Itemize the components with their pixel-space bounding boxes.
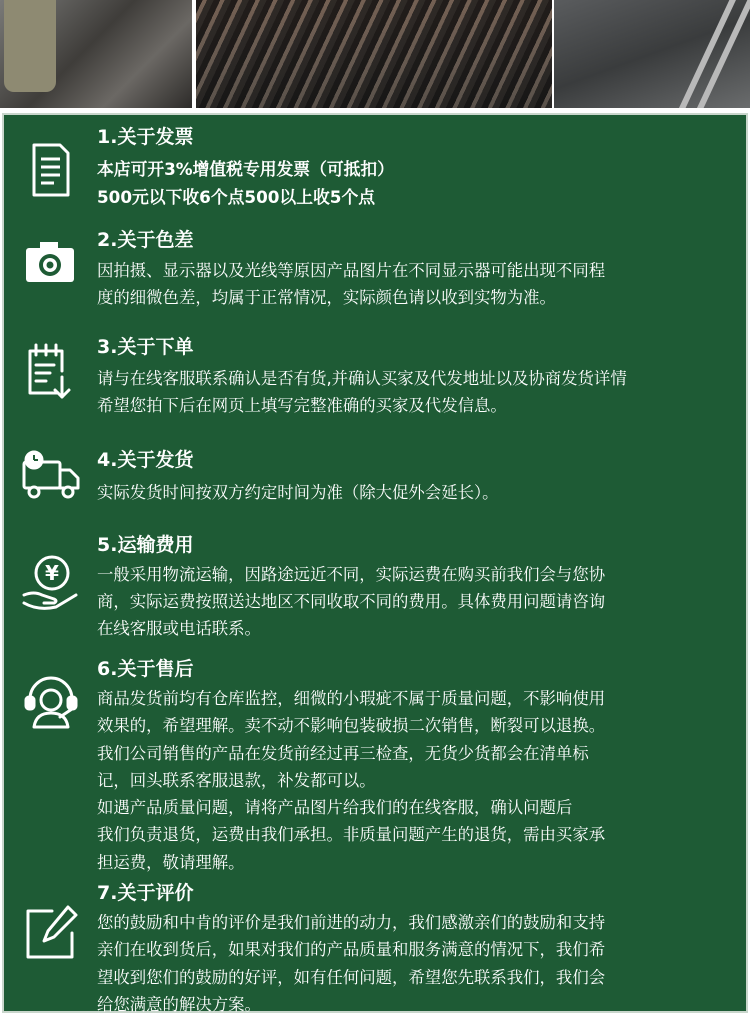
body-line: 给您满意的解决方案。 bbox=[97, 994, 261, 1014]
info-panel bbox=[2, 113, 748, 1013]
body-line: 我们负责退货，运费由我们承担。非质量问题产生的退货，需由买家承 bbox=[97, 825, 606, 845]
metal-tool-photo bbox=[554, 0, 750, 108]
section-body bbox=[97, 685, 605, 876]
section-title: 2.关于色差 bbox=[97, 229, 194, 251]
section-body bbox=[97, 561, 605, 642]
body-line: 担运费，敬请理解。 bbox=[97, 852, 245, 872]
body-line: 商，实际运费按照送达地区不同收取不同的费用。具体费用问题请咨询 bbox=[97, 592, 606, 611]
body-line: 如遇产品质量问题，请将产品图片给我们的在线客服，确认问题后 bbox=[97, 798, 573, 818]
section-title: 1.关于发票 bbox=[97, 126, 194, 148]
body-line: 请与在线客服联系确认是否有货,并确认买家及代发地址以及协商发货详情 bbox=[97, 369, 627, 388]
body-line: 我们公司销售的产品在发货前经过再三检查，无货少货都会在清单标 bbox=[97, 743, 589, 763]
body-line: 记，回头联系客服退款，补发都可以。 bbox=[97, 770, 376, 790]
body-line: 希望您拍下后在网页上填写完整准确的买家及代发信息。 bbox=[97, 396, 507, 415]
customer-service-headset-icon bbox=[20, 669, 82, 731]
section-body bbox=[97, 365, 627, 419]
body-line: 一般采用物流运输，因路途远近不同，实际运费在购买前我们会与您协 bbox=[97, 565, 606, 584]
svg-text:¥: ¥ bbox=[45, 561, 59, 585]
section-title: 4.关于发货 bbox=[97, 449, 194, 471]
section-title: 7.关于评价 bbox=[97, 882, 194, 904]
boot-photo bbox=[0, 0, 192, 108]
section-body bbox=[97, 480, 499, 506]
body-line: 望收到您们的鼓励的好评，如有任何问题，希望您先联系我们，我们会 bbox=[97, 967, 606, 987]
delivery-truck-icon bbox=[20, 446, 82, 508]
body-line: 500元以下收6个点500以上收5个点 bbox=[97, 187, 376, 207]
boot-shape bbox=[4, 0, 56, 92]
section-body bbox=[97, 909, 605, 1018]
body-line: 亲们在收到货后，如果对我们的产品质量和服务满意的情况下，我们希 bbox=[97, 940, 606, 960]
metal-parts-photo bbox=[196, 0, 552, 108]
section-title: 3.关于下单 bbox=[97, 336, 194, 358]
order-download-icon bbox=[20, 341, 82, 403]
edit-review-icon bbox=[20, 901, 82, 963]
body-line: 商品发货前均有仓库监控，细微的小瑕疵不属于质量问题，不影响使用 bbox=[97, 689, 606, 708]
body-line: 在线客服或电话联系。 bbox=[97, 619, 261, 638]
camera-icon bbox=[20, 232, 82, 294]
body-line: 实际发货时间按双方约定时间为准（除大促外会延长）。 bbox=[97, 483, 499, 502]
body-line: 效果的，希望理解。卖不动不影响包装破损二次销售，断裂可以退换。 bbox=[97, 716, 606, 736]
photo-strip bbox=[0, 0, 750, 108]
section-body bbox=[97, 155, 394, 211]
invoice-document-icon bbox=[20, 139, 82, 201]
yuan-coin-hand-icon bbox=[20, 551, 82, 613]
section-title: 6.关于售后 bbox=[97, 658, 194, 680]
body-line: 因拍摄、显示器以及光线等原因产品图片在不同显示器可能出现不同程 bbox=[97, 261, 606, 280]
section-body bbox=[97, 257, 605, 311]
body-line: 您的鼓励和中肯的评价是我们前进的动力，我们感激亲们的鼓励和支持 bbox=[97, 913, 606, 932]
body-line: 本店可开3%增值税专用发票（可抵扣） bbox=[97, 159, 394, 179]
section-title: 5.运输费用 bbox=[97, 534, 194, 556]
body-line: 度的细微色差，均属于正常情况，实际颜色请以收到实物为准。 bbox=[97, 288, 556, 307]
